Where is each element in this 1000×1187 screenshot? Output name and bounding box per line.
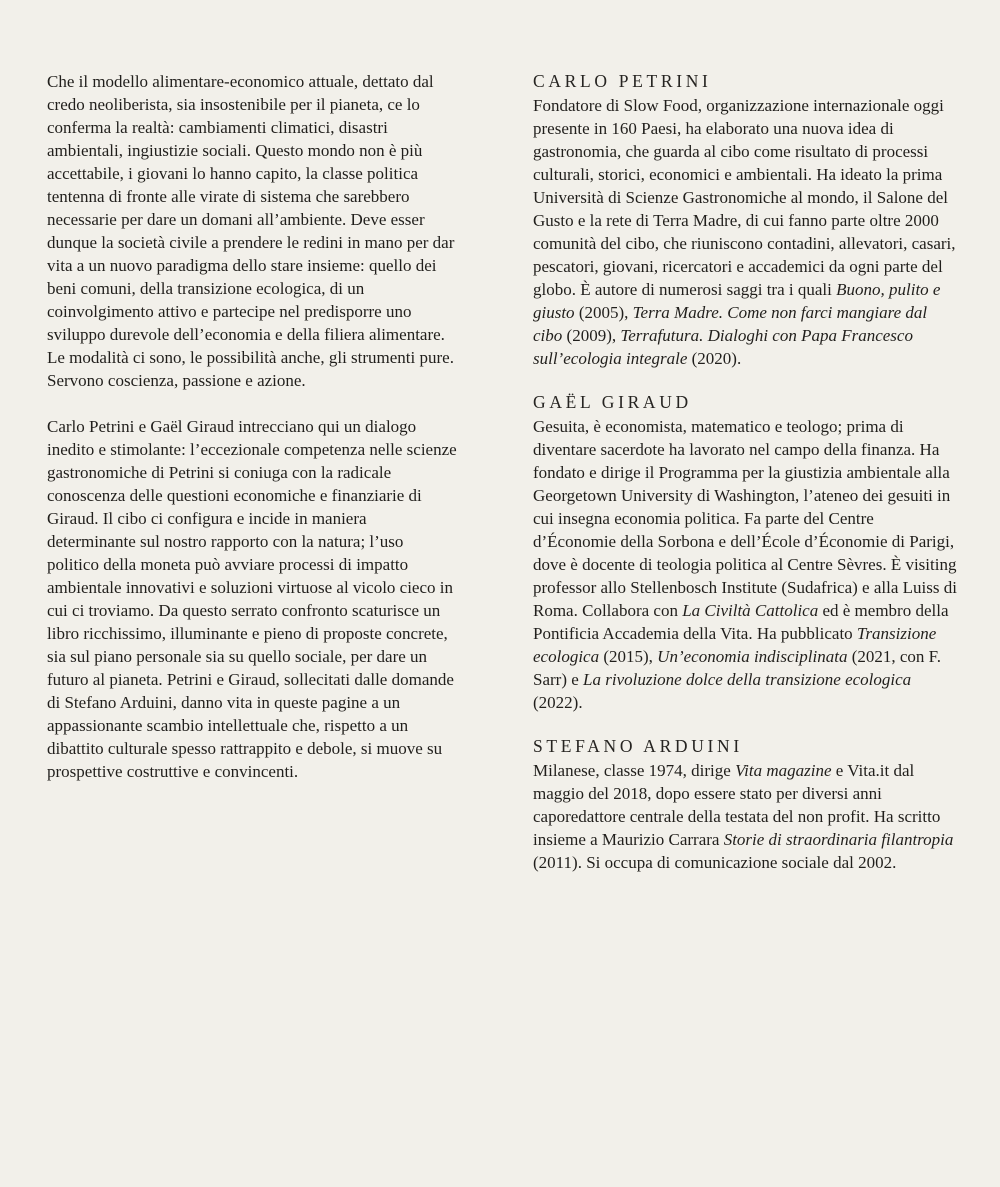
author-bio-stefano-arduini: [533, 735, 957, 874]
author-bios-column: [533, 70, 957, 874]
author-bio-text: Gesuita, è economista, matematico e teologo; prima di diventare sacerdote ha lavorato nel campo della finanza. Ha fondato e dirige il Programma per la giustizia ambientale alla Georgetown University di Washington, l’ateneo dei gesuiti in cui insegna economia politica. Fa parte del Centre d’Économie della Sorbona e dell’École d’Économie di Parigi, dove è docente di teologia politica al Centre Sèvres. È visiting professor allo Stellenbosch Institute (Sudafrica) e alla Luiss di Roma. Collabora con La Civiltà Cattolica ed è membro della Pontificia Accademia della Vita. Ha pubblicato Transizione ecologica (2015), Un’economia indisciplinata (2021, con F. Sarr) e La rivoluzione dolce della transizione ecologica (2022).: [533, 417, 957, 712]
author-name-heading: GAËL GIRAUD: [533, 392, 692, 412]
author-bio-gael-giraud: [533, 391, 957, 714]
author-bio-text: Milanese, classe 1974, dirige Vita magazine e Vita.it dal maggio del 2018, dopo essere stato per diversi anni caporedattore centrale della testata del non profit. Ha scritto insieme a Maurizio Carrara Storie di straordinaria filantropia (2011). Si occupa di comunicazione sociale dal 2002.: [533, 761, 954, 872]
book-description-paragraph-2: Carlo Petrini e Gaël Giraud intrecciano qui un dialogo inedito e stimolante: l’eccezionale competenza nelle scienze gastronomiche di Petrini si coniuga con la radicale conoscenza delle questioni economiche e finanziarie di Giraud. Il cibo ci configura e incide in maniera determinante sul nostro rapporto con la natura; l’uso politico della moneta può avviare processi di impatto ambientale innovativi e soluzioni virtuose al vicolo cieco in cui ci troviamo. Da questo serrato confronto scaturisce un libro ricchissimo, illuminante e pieno di proposte concrete, sia sul piano personale sia su quello sociale, per dare un futuro al pianeta. Petrini e Giraud, sollecitati dalle domande di Stefano Arduini, danno vita in queste pagine a un appassionante scambio intellettuale che, rispetto a un dibattito culturale spesso rattrappito e debole, si muove su prospettive costruttive e convincenti.: [47, 417, 457, 781]
author-name-heading: CARLO PETRINI: [533, 71, 712, 91]
book-description-column: [47, 70, 457, 783]
two-column-layout: [47, 70, 955, 874]
author-name-heading: STEFANO ARDUINI: [533, 736, 743, 756]
book-description-paragraph-1: Che il modello alimentare-economico attuale, dettato dal credo neoliberista, sia insostenibile per il pianeta, ce lo conferma la realtà: cambiamenti climatici, disastri ambientali, ingiustizie sociali. Questo mondo non è più accettabile, i giovani lo hanno capito, la classe politica tentenna di fronte alle virate di sistema che sarebbero necessarie per dare un domani all’ambiente. Deve esser dunque la società civile a prendere le redini in mano per dar vita a un nuovo paradigma dello stare insieme: quello dei beni comuni, della transizione ecologica, di un coinvolgimento attivo e partecipe nel predisporre uno sviluppo durevole dell’economia e della filiera alimentare. Le modalità ci sono, le possibilità anche, gli strumenti pure. Servono coscienza, passione e azione.: [47, 72, 455, 390]
author-bio-carlo-petrini: [533, 70, 957, 370]
author-bio-text: Fondatore di Slow Food, organizzazione internazionale oggi presente in 160 Paesi, ha elaborato una nuova idea di gastronomia, che guarda al cibo come risultato di processi culturali, storici, economici e ambientali. Ha ideato la prima Università di Scienze Gastronomiche al mondo, il Salone del Gusto e la rete di Terra Madre, di cui fanno parte oltre 2000 comunità del cibo, che riuniscono contadini, allevatori, casari, pescatori, giovani, ricercatori e accademici da ogni parte del globo. È autore di numerosi saggi tra i quali Buono, pulito e giusto (2005), Terra Madre. Come non farci mangiare dal cibo (2009), Terrafutura. Dialoghi con Papa Francesco sull’ecologia integrale (2020).: [533, 96, 956, 368]
